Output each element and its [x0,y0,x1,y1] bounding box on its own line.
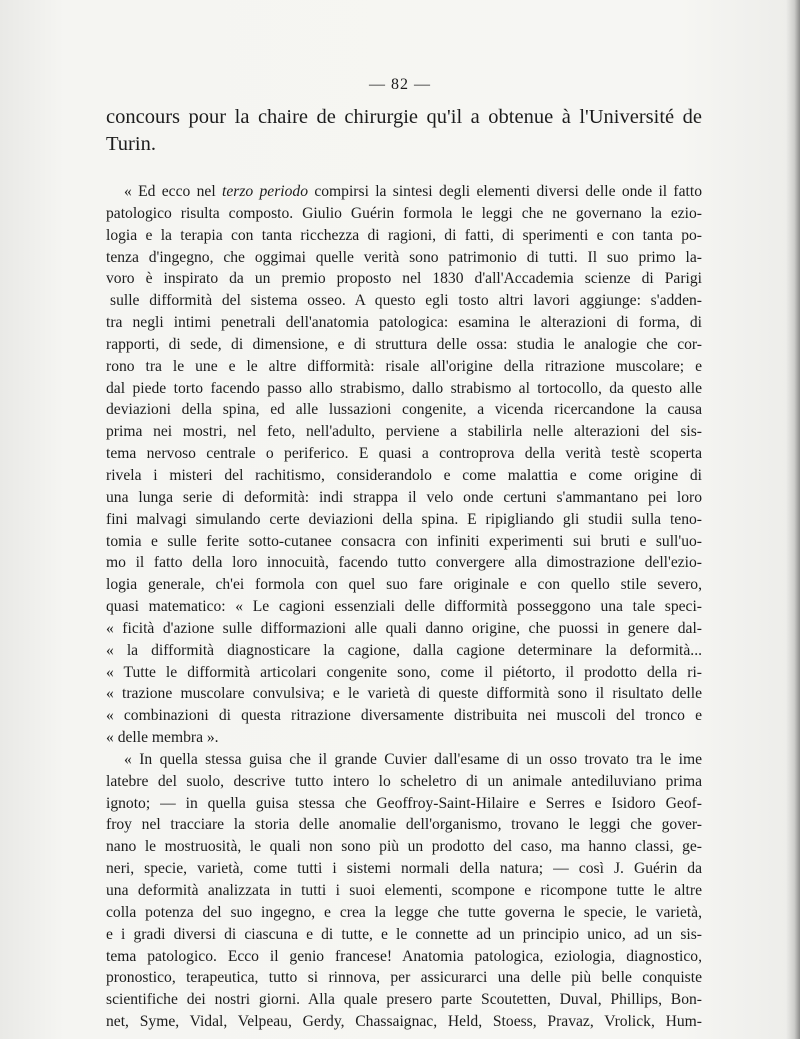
italic-term: terzo periodo [222,183,309,200]
text-line: « Tutte le difformità articolari congenite sono, come il piétorto, il prodotto della ri- [106,663,702,681]
text-line: dal piede torto facendo passo allo strabismo, dallo strabismo al tortocollo, da questo alle [106,379,702,397]
text-line: pronostico, terapeutica, tutto si rinnova, per assicurarci una delle più belle conquiste [106,969,702,987]
text-line: net, Syme, Vidal, Velpeau, Gerdy, Chassaignac, Held, Stoess, Pravaz, Vrolick, Hum- [106,1013,702,1031]
text-line: fini malvagi simulando certe deviazioni della spina. E ripigliando gli studii sulla teno- [106,510,702,528]
text-line: scientifiche dei nostri giorni. Alla quale presero parte Scoutetten, Duval, Phillips, Bon- [106,991,702,1009]
text-line: « delle membra ». [106,729,219,747]
text-line: prima nei mostri, nel feto, nell'adulto, perviene a stabilirla nelle alterazioni del sis- [106,423,702,441]
text-line: « ficità d'azione sulle difformazioni alle quali danno origine, che puossi in genere dal- [106,619,702,637]
text-line: tomia e sulle ferite sotto-cutanee consacra con infiniti experimenti sui bruti e sull'uo- [106,532,702,550]
text-line: tema patologico. Ecco il genio francese! Anatomia patologica, eziologia, diagnostico, [106,947,702,965]
continued-text [106,104,702,158]
text-line: una lunga serie di deformità: indi strappa il velo onde certuni s'ammantano pei loro [106,488,702,506]
text-line: tenza d'ingegno, che oggimai quelle verità sono patrimonio di tutti. Il suo primo la- [106,248,702,266]
main-paragraphs [106,181,702,1033]
text-line: Turin. [106,133,156,155]
page-number: — 82 — [369,76,431,93]
page-edge-shadow [786,0,800,1039]
text-line: mo il fatto della loro innocuità, facendo tutto convergere alla dimostrazione dell'ezio- [106,554,702,572]
text-line: quasi matematico: « Le cagioni essenziali delle difformità posseggono una tale speci- [106,598,702,616]
text-line: e i gradi diversi di ciascuna e di tutte, e le connette ad un principio unico, ad un sis- [106,925,702,943]
text-line: tema nervoso centrale o periferico. E quasi a controprova della verità testè scoperta [106,445,702,463]
text-line: rapporti, di sede, di dimensione, e di struttura delle ossa: studia le analogie che cor- [106,335,702,353]
text-line: « In quella stessa guisa che il grande Cuvier dall'esame di un osso trovato tra le ime [124,750,702,768]
text-line: deviazioni della spina, ed alle lussazioni congenite, a vicenda ricercandone la causa [106,401,702,419]
text-line: froy nel tracciare la storia delle anomalie dell'organismo, trovano le leggi che gover- [106,816,702,834]
text-line: « combinazioni di questa ritrazione diversamente distribuita nei muscoli del tronco e [106,707,702,725]
text-line: latebre del suolo, descrive tutto intero lo scheletro di un animale antediluviano prima [106,772,702,790]
text-line: tra negli intimi penetrali dell'anatomia patologica: esamina le alterazioni di forma, di [106,314,702,332]
text-line: logia e la terapia con tanta ricchezza di ragioni, di fatti, di sperimenti e con tanta po- [106,226,702,244]
text-line: concours pour la chaire de chirurgie qu'il a obtenue à l'Université de [106,106,702,128]
text-fragment: compirsi la sintesi degli elementi diversi delle onde il fatto [308,183,702,200]
text-line: patologico risulta composto. Giulio Guérin formola le leggi che ne governano la ezio- [106,204,702,222]
text-line: rono tra le une e le altre difformità: risale all'origine della ritrazione muscolare; e [106,357,702,375]
text-line: ignoto; — in quella guisa stessa che Geoffroy-Saint-Hilaire e Serres e Isidoro Geof- [106,794,702,812]
text-line: colla potenza del suo ingegno, e crea la legge che tutte governa le specie, le varietà, [106,903,702,921]
text-line: rivela i misteri del rachitismo, considerandolo e come malattia e come origine di [106,466,702,484]
text-line: sulle difformità del sistema osseo. A questo egli tosto altri lavori aggiunge: s'adden- [110,292,702,310]
text-line: neri, specie, varietà, come tutti i sistemi normali della natura; — così J. Guérin da [106,860,702,878]
text-line: « la difformità diagnosticare la cagione, dalla cagione determinare la deformità... [106,641,702,659]
text-line: una deformità analizzata in tutti i suoi elementi, scompone e ricompone tutte le altre [106,882,702,899]
quote-open: « Ed ecco nel [124,183,222,200]
text-line: « trazione muscolare convulsiva; e le varietà di queste difformità sono il risultato delle [106,685,702,703]
text-line-first [106,181,702,203]
text-line: nano le mostruosità, le quali non sono più un prodotto del caso, ma hanno classi, ge- [106,838,702,856]
text-line: voro è inspirato da un premio proposto nel 1830 d'all'Accademia scienze di Parigi [106,270,702,288]
text-line: logia generale, ch'ei formola con quel suo fare originale e con quello stile severo, [106,576,702,594]
